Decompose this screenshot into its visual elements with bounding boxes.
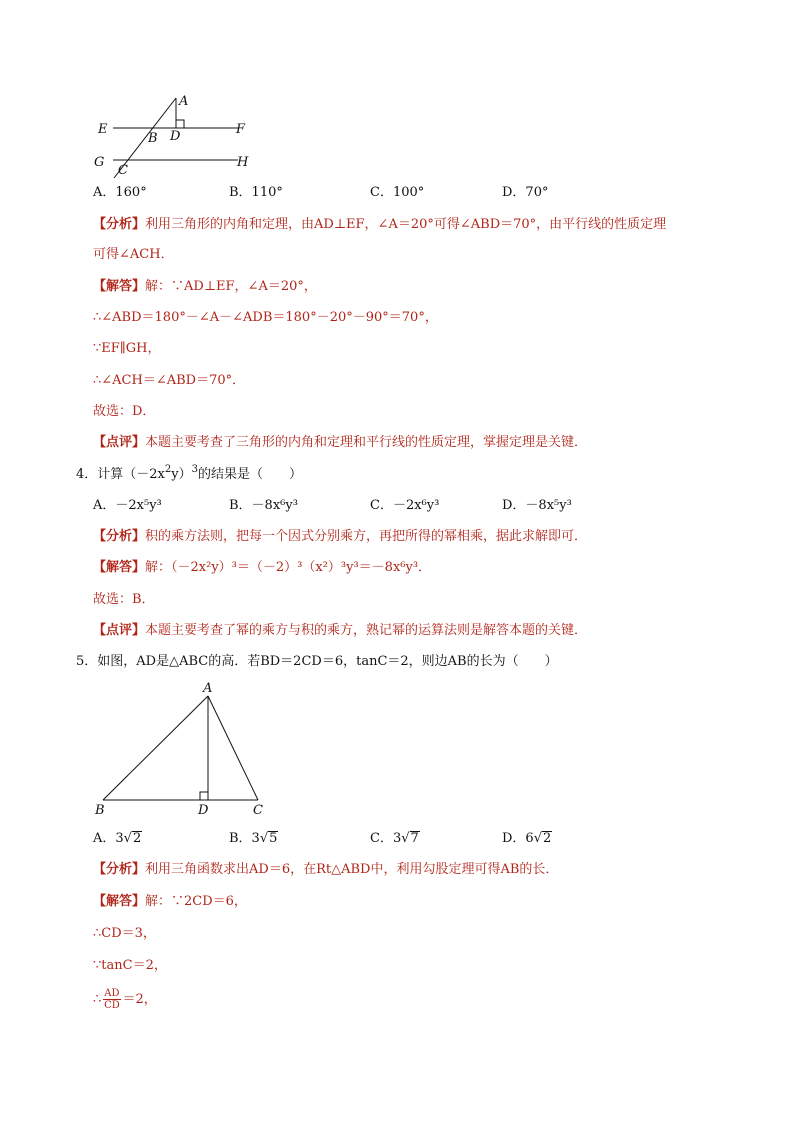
analysis-text: 积的乘方法则，把每一个因式分别乘方，再把所得的幂相乘，据此求解即可． — [145, 529, 588, 544]
label-B: B — [148, 131, 158, 146]
q5-answer-line3: ∵tanC＝2， — [93, 958, 167, 973]
label-C: C — [118, 163, 128, 178]
answer-text: 解：（－2x²y）³＝（－2）³（x²）³y³＝－8x⁶y³． — [145, 560, 432, 575]
q4-answer — [93, 559, 431, 577]
answer-text: 解：∵AD⊥EF，∠A＝20°， — [145, 279, 317, 294]
q5-answer-line1 — [93, 893, 247, 911]
label-C: C — [253, 803, 263, 818]
q3-answer-line3: ∵EF∥GH， — [93, 341, 161, 356]
fraction: $\frac{AD}{CD}$ — [104, 988, 120, 1011]
q3-answer-line4: ∴∠ACH＝∠ABD＝70°． — [93, 373, 246, 388]
q4-analysis — [93, 528, 587, 546]
q3-option-b: B．110° — [229, 185, 283, 200]
q4-stem: 4．计算$(-2x^2y)^3$的结果是（ ） — [76, 464, 302, 482]
triangle-figure — [90, 680, 280, 820]
analysis-text: 利用三角函数求出AD＝6，在Rt△ABD中，利用勾股定理可得AB的长． — [145, 862, 559, 877]
analysis-tag: 【分析】 — [93, 862, 146, 877]
q5-answer-line4: ∴ $\frac{AD}{CD}$ ＝2， — [93, 988, 157, 1011]
q5-option-d: D．6√2 — [502, 831, 552, 846]
q5-analysis — [93, 861, 558, 879]
label-D: D — [170, 129, 181, 144]
answer-text: 解：∵2CD＝6， — [145, 894, 247, 909]
q5-option-b: B．3√5 — [229, 831, 278, 846]
q4-option-d: D．－8x⁵y³ — [502, 498, 572, 513]
q4-stem-post: 的结果是（ ） — [197, 467, 302, 482]
label-H: H — [237, 155, 249, 170]
q3-choice: 故选：D． — [93, 404, 156, 419]
q3-option-c: C．100° — [370, 185, 425, 200]
q3-analysis-line1 — [93, 216, 666, 234]
q4-option-a: A．－2x⁵y³ — [93, 498, 162, 513]
label-A: A — [179, 94, 189, 109]
comment-tag: 【点评】 — [93, 435, 146, 450]
label-E: E — [98, 122, 108, 137]
parallel-lines-figure — [90, 90, 260, 180]
q3-comment — [93, 434, 587, 452]
label-A: A — [203, 681, 213, 696]
q5-answer-line2: ∴CD＝3， — [93, 926, 156, 941]
analysis-tag: 【分析】 — [93, 217, 146, 232]
comment-text: 本题主要考查了三角形的内角和定理和平行线的性质定理，掌握定理是关键． — [145, 435, 588, 450]
answer-tag: 【解答】 — [93, 894, 146, 909]
comment-text: 本题主要考查了幂的乘方与积的乘方，熟记幂的运算法则是解答本题的关键． — [145, 623, 588, 638]
q3-option-d: D．70° — [502, 185, 549, 200]
analysis-tag: 【分析】 — [93, 529, 146, 544]
q5-stem: 5．如图，AD是△ABC的高．若BD＝2CD＝6，tanC＝2，则边AB的长为（ ） — [76, 654, 558, 669]
answer-tag: 【解答】 — [93, 560, 146, 575]
q4-option-b: B．－8x⁶y³ — [229, 498, 298, 513]
q4-comment — [93, 622, 587, 640]
q3-answer-line1 — [93, 278, 317, 296]
analysis-text: 利用三角形的内角和定理，由AD⊥EF，∠A＝20°可得∠ABD＝70°，由平行线的性质定理 — [145, 217, 667, 232]
q3-answer-line2: ∴∠ABD＝180°－∠A－∠ADB＝180°－20°－90°＝70°， — [93, 310, 438, 325]
q4-option-c: C．－2x⁶y³ — [370, 498, 440, 513]
label-F: F — [236, 122, 246, 137]
q3-analysis-line2: 可得∠ACH． — [93, 247, 174, 262]
q5-option-a: A．3√2 — [93, 831, 142, 846]
comment-tag: 【点评】 — [93, 623, 146, 638]
q3-option-a: A．160° — [93, 185, 147, 200]
q4-choice: 故选：B． — [93, 592, 155, 607]
label-D: D — [198, 803, 209, 818]
q5-option-c: C．3√7 — [370, 831, 419, 846]
label-B: B — [95, 803, 105, 818]
q4-stem-pre: 4．计算（－2x — [76, 467, 165, 482]
answer-tag: 【解答】 — [93, 279, 146, 294]
label-G: G — [94, 155, 105, 170]
